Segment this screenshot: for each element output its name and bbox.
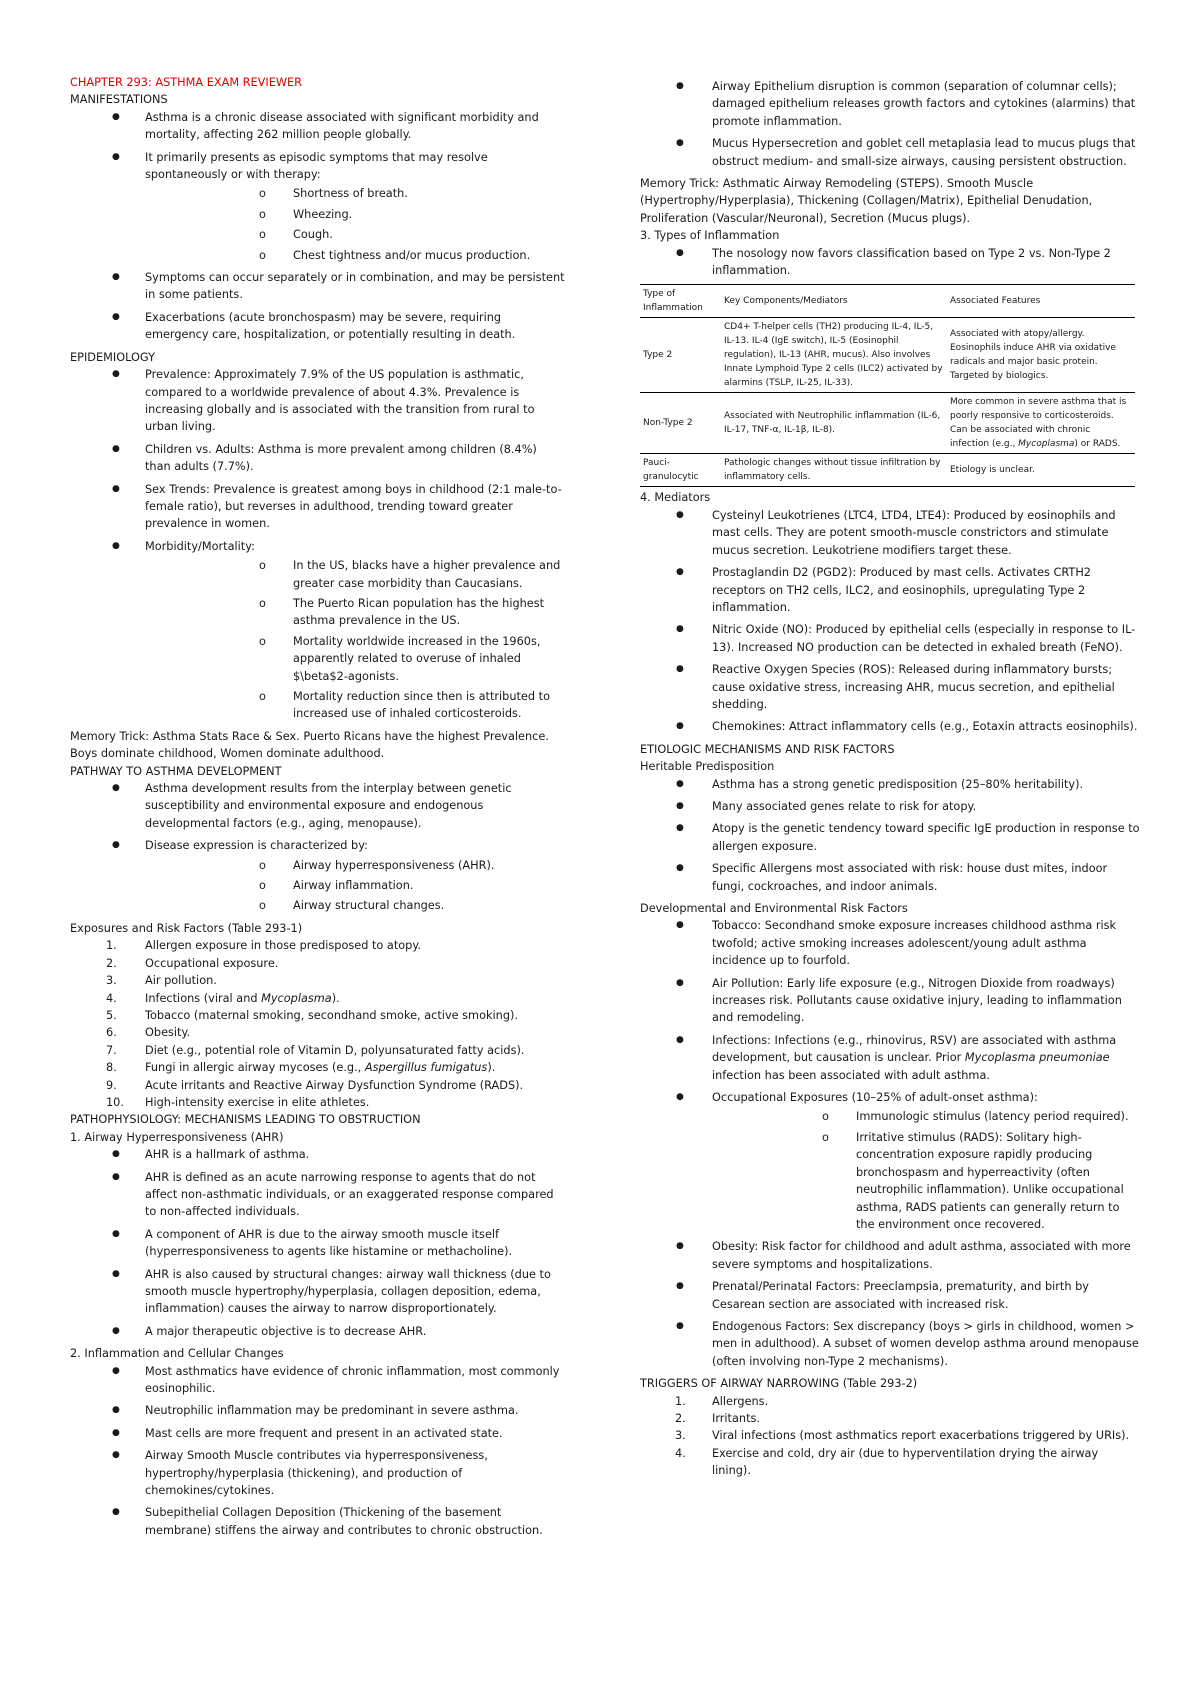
list-item: ● Exacerbations (acute bronchospasm) may be severe, requiring emergency care, hospitalization, or potentially resulting in death. [70,309,565,344]
triggers-list [640,1393,1140,1480]
list-item: ● AHR is defined as an acute narrowing response to agents that do not affect non-asthmatic individuals, or an exaggerated response compared to non-affected individuals. [70,1169,565,1221]
environmental-heading: Developmental and Environmental Risk Factors [640,902,908,915]
list-item: ● Children vs. Adults: Asthma is more prevalent among children (8.4%) than adults (7.7%). [70,441,565,476]
inflammation-list [70,1363,565,1540]
table-header: Type of Inflammation [643,289,703,314]
list-item: ● Prenatal/Perinatal Factors: Preeclampsia, prematurity, and birth by Cesarean section are associated with increased risk. [640,1278,1140,1313]
numbered-item: 7. Diet (e.g., potential role of Vitamin D, polyunsaturated fatty acids). [106,1043,525,1057]
expression-sublist [145,857,565,915]
mediators-list [640,507,1140,736]
list-item: ● Symptoms can occur separately or in combination, and may be persistent in some patients. [70,269,565,304]
list-item: ● Reactive Oxygen Species (ROS): Released during inflammatory bursts; cause oxidative stress, increasing AHR, mucus secretion, and epithelial shedding. [640,661,1140,713]
sublist-item: o Airway structural changes. [145,897,565,914]
sublist-item: o Airway inflammation. [145,877,565,894]
list-item: ● The nosology now favors classification based on Type 2 vs. Non-Type 2 inflammation. [640,245,1140,280]
sublist-item: o Wheezing. [145,206,565,223]
remodeling-list [640,78,1140,170]
list-item: ● Airway Smooth Muscle contributes via hyperresponsiveness, hypertrophy/hyperplasia (thickening), and production of chemokines/cytokines. [70,1447,565,1499]
list-item: ● Asthma is a chronic disease associated with significant morbidity and mortality, affecting 262 million people globally. [70,109,565,144]
list-item: ● Mucus Hypersecretion and goblet cell metaplasia lead to mucus plugs that obstruct medium- and small-size airways, causing persistent obstruction. [640,135,1140,170]
exposures-heading: Exposures and Risk Factors (Table 293-1) [70,921,303,935]
list-item: ● Atopy is the genetic tendency toward specific IgE production in response to allergen exposure. [640,820,1140,855]
list-item: ● A major therapeutic objective is to decrease AHR. [70,1323,565,1340]
list-item: ● AHR is a hallmark of asthma. [70,1146,565,1163]
table-cell: Associated with Neutrophilic inflammation (IL-6, IL-17, TNF-α, IL-1β, IL-8). [724,411,941,436]
sublist-item: o Mortality reduction since then is attributed to increased use of inhaled corticosteroids. [145,688,565,723]
numbered-item: 10. High-intensity exercise in elite athletes. [106,1095,370,1109]
memory-trick: Memory Trick: Asthma Stats Race & Sex. Puerto Ricans have the highest Prevalence. Boys dominate childhood, Women dominate adulthood. [70,729,549,761]
sublist-item: o Immunologic stimulus (latency period required). [712,1108,1140,1125]
list-item: ● Many associated genes relate to risk for atopy. [640,798,1140,815]
table-header-row [640,285,1135,318]
table-cell: CD4+ T-helper cells (TH2) producing IL-4, IL-5, IL-13. IL-4 (IgE switch), IL-5 (Eosinophil regulation), IL-13 (AHR, mucus). Also involves Innate Lymphoid Type 2 cells (ILC2) activated by alarmins (TSLP, IL-25, IL-33). [724,322,943,389]
sublist-item: o Chest tightness and/or mucus production. [145,247,565,264]
sublist-item: o The Puerto Rican population has the highest asthma prevalence in the US. [145,595,565,630]
sublist-item: o Cough. [145,226,565,243]
numbered-item: 1. Allergens. [675,1394,769,1408]
list-item: ● Neutrophilic inflammation may be predominant in severe asthma. [70,1402,565,1419]
table-cell: Pauci-granulocytic [643,458,699,483]
ahr-heading: 1. Airway Hyperresponsiveness (AHR) [70,1130,284,1144]
list-item: ● Specific Allergens most associated with risk: house dust mites, indoor fungi, cockroaches, and indoor animals. [640,860,1140,895]
sublist-item: o Shortness of breath. [145,185,565,202]
list-item: ● Obesity: Risk factor for childhood and adult asthma, associated with more severe symptoms and hospitalizations. [640,1238,1140,1273]
list-item: ● Sex Trends: Prevalence is greatest among boys in childhood (2:1 male-to-female ratio), but reverses in adulthood, trending toward greater prevalence in women. [70,481,565,533]
inflammation-types-table [640,284,1135,487]
left-column [70,74,565,1544]
table-header: Key Components/Mediators [724,296,848,307]
steps-memory-trick: Memory Trick: Asthmatic Airway Remodeling (STEPS). Smooth Muscle (Hypertrophy/Hyperplasia), Thickening (Collagen/Matrix), Epithelial Denudation, Proliferation (Vascular/Neuronal), Secretion (Mucus plugs). [640,177,1093,225]
numbered-item: 1. Allergen exposure in those predisposed to atopy. [106,939,422,953]
list-item: ● Cysteinyl Leukotrienes (LTC4, LTD4, LTE4): Produced by eosinophils and mast cells. They are potent smooth-muscle constrictors and stimulate mucus secretion. Leukotriene modifiers target these. [640,507,1140,559]
sublist-item: o Mortality worldwide increased in the 1960s, apparently related to overuse of inhaled $\beta$2-agonists. [145,633,565,685]
table-row [640,318,1135,393]
sublist-item: o In the US, blacks have a higher prevalence and greater case morbidity than Caucasians. [145,557,565,592]
table-cell: Type 2 [643,350,673,361]
list-item: ● A component of AHR is due to the airway smooth muscle itself (hyperresponsiveness to agents like histamine or methacholine). [70,1226,565,1261]
document-title: CHAPTER 293: ASTHMA EXAM REVIEWER [70,76,303,89]
list-item: ● Asthma has a strong genetic predisposition (25–80% heritability). [640,776,1140,793]
list-item: ● It primarily presents as episodic symptoms that may resolve spontaneously or with therapy: o Shortness of breath. o Wheezing. o Cough. o Chest tightness and/or mucus production. [70,149,565,264]
environmental-list [640,917,1140,1370]
epidemiology-heading: EPIDEMIOLOGY [70,350,155,364]
manifestations-list [70,109,565,344]
list-item: ● Chemokines: Attract inflammatory cells (e.g., Eotaxin attracts eosinophils). [640,718,1140,735]
list-item: ● Air Pollution: Early life exposure (e.g., Nitrogen Dioxide from roadways) increases risk. Pollutants cause oxidative injury, leading to inflammation and remodeling. [640,975,1140,1027]
list-item: ● Subepithelial Collagen Deposition (Thickening of the basement membrane) stiffens the airway and contributes to chronic obstruction. [70,1504,565,1539]
etiologic-heading: ETIOLOGIC MECHANISMS AND RISK FACTORS [640,742,895,756]
morbidity-sublist [145,557,565,723]
numbered-item: 8. Fungi in allergic airway mycoses (e.g., Aspergillus fumigatus). [106,1061,496,1075]
list-item: ● AHR is also caused by structural changes: airway wall thickness (due to smooth muscle hypertrophy/hyperplasia, collagen deposition, edema, inflammation) causes the airway to narrow disproportionately. [70,1266,565,1318]
types-list [640,245,1140,280]
pathophysiology-heading: PATHOPHYSIOLOGY: MECHANISMS LEADING TO OBSTRUCTION [70,1113,421,1127]
list-item: ● Mast cells are more frequent and present in an activated state. [70,1425,565,1442]
numbered-item: 2. Occupational exposure. [106,956,279,970]
table-cell: Etiology is unclear. [950,465,1035,476]
exposures-list [70,937,565,1111]
table-cell: Non-Type 2 [643,418,693,429]
list-item: ● Prevalence: Approximately 7.9% of the US population is asthmatic, compared to a worldwide prevalence of about 4.3%. Prevalence is increasing globally and is associated with the transition from rural to urban living. [70,366,565,436]
numbered-item: 4. Exercise and cold, dry air (due to hyperventilation drying the airway lining). [675,1446,1099,1478]
table-cell: Associated with atopy/allergy. Eosinophils induce AHR via oxidative radicals and major basic protein. Targeted by biologics. [950,329,1116,382]
sublist-item: o Airway hyperresponsiveness (AHR). [145,857,565,874]
heritable-list [640,776,1140,895]
heritable-heading: Heritable Predisposition [640,760,775,774]
epidemiology-list [70,366,565,723]
list-item: ● Occupational Exposures (10–25% of adult-onset asthma): o Immunologic stimulus (latency period required). o Irritative stimulus (RADS): Solitary high-concentration exposure rapidly producing bronchospasm and hyperreactivity (often neutrophilic inflammation). Unlike occupational asthma, RADS patients can generally return to the environment once recovered. [640,1089,1140,1233]
pathway-list [70,780,565,915]
list-item: ● Morbidity/Mortality: o In the US, blacks have a higher prevalence and greater case morbidity than Caucasians. o The Puerto Rican population has the highest asthma prevalence in the US. o Mortality worldwide increased in the 1960s, apparently related to overuse of inhaled $\beta$2-agonists. o Mortality reduction since then is attributed to increased use of inhaled corticosteroids. [70,538,565,723]
numbered-item: 4. Infections (viral and Mycoplasma). [106,991,340,1005]
list-item: ● Disease expression is characterized by: o Airway hyperresponsiveness (AHR). o Airway inflammation. o Airway structural changes. [70,837,565,915]
triggers-heading: TRIGGERS OF AIRWAY NARROWING (Table 293-2) [640,1377,918,1391]
table-cell: Pathologic changes without tissue infiltration by inflammatory cells. [724,458,941,483]
mediators-heading: 4. Mediators [640,491,711,505]
pathway-heading: PATHWAY TO ASTHMA DEVELOPMENT [70,764,282,778]
list-item: ● Endogenous Factors: Sex discrepancy (boys > girls in childhood, women > men in adulthood). A subset of women develop asthma around menopause (often involving non-Type 2 mechanisms). [640,1318,1140,1370]
numbered-item: 2. Irritants. [675,1411,760,1425]
list-item: ● Most asthmatics have evidence of chronic inflammation, most commonly eosinophilic. [70,1363,565,1398]
list-item: ● Nitric Oxide (NO): Produced by epithelial cells (especially in response to IL-13). Increased NO production can be detected in exhaled breath (FeNO). [640,621,1140,656]
inflammation-heading: 2. Inflammation and Cellular Changes [70,1347,284,1361]
list-item: ● Asthma development results from the interplay between genetic susceptibility and environmental exposure and endogenous developmental factors (e.g., aging, menopause). [70,780,565,832]
numbered-item: 3. Air pollution. [106,974,217,988]
sublist-item: o Irritative stimulus (RADS): Solitary high-concentration exposure rapidly producing bronchospasm and hyperreactivity (often neutrophilic inflammation). Unlike occupational asthma, RADS patients can generally return to the environment once recovered. [712,1129,1140,1233]
numbered-item: 5. Tobacco (maternal smoking, secondhand smoke, active smoking). [106,1008,518,1022]
table-cell: More common in severe asthma that is poorly responsive to corticosteroids. Can be associated with chronic infection (e.g., Mycoplasma) or RADS. [950,397,1127,450]
right-column [640,78,1140,1480]
list-item: ● Infections: Infections (e.g., rhinovirus, RSV) are associated with asthma development, but causation is unclear. Prior Mycoplasma pneumoniae infection has been associated with adult asthma. [640,1032,1140,1084]
table-row [640,454,1135,487]
list-item: ● Airway Epithelium disruption is common (separation of columnar cells); damaged epithelium releases growth factors and cytokines (alarmins) that promote inflammation. [640,78,1140,130]
table-row [640,393,1135,454]
occupational-sublist [712,1108,1140,1233]
numbered-item: 3. Viral infections (most asthmatics report exacerbations triggered by URIs). [675,1429,1130,1443]
ahr-list [70,1146,565,1340]
manifestations-heading: MANIFESTATIONS [70,93,168,107]
list-item: ● Tobacco: Secondhand smoke exposure increases childhood asthma risk twofold; active smoking increases adolescent/young adult asthma incidence up to fourfold. [640,917,1140,969]
types-heading: 3. Types of Inflammation [640,229,780,243]
table-header: Associated Features [950,296,1041,307]
list-item: ● Prostaglandin D2 (PGD2): Produced by mast cells. Activates CRTH2 receptors on TH2 cells, ILC2, and eosinophils, upregulating Type 2 inflammation. [640,564,1140,616]
numbered-item: 9. Acute irritants and Reactive Airway Dysfunction Syndrome (RADS). [106,1078,524,1092]
symptom-sublist [145,185,565,264]
numbered-item: 6. Obesity. [106,1026,191,1040]
